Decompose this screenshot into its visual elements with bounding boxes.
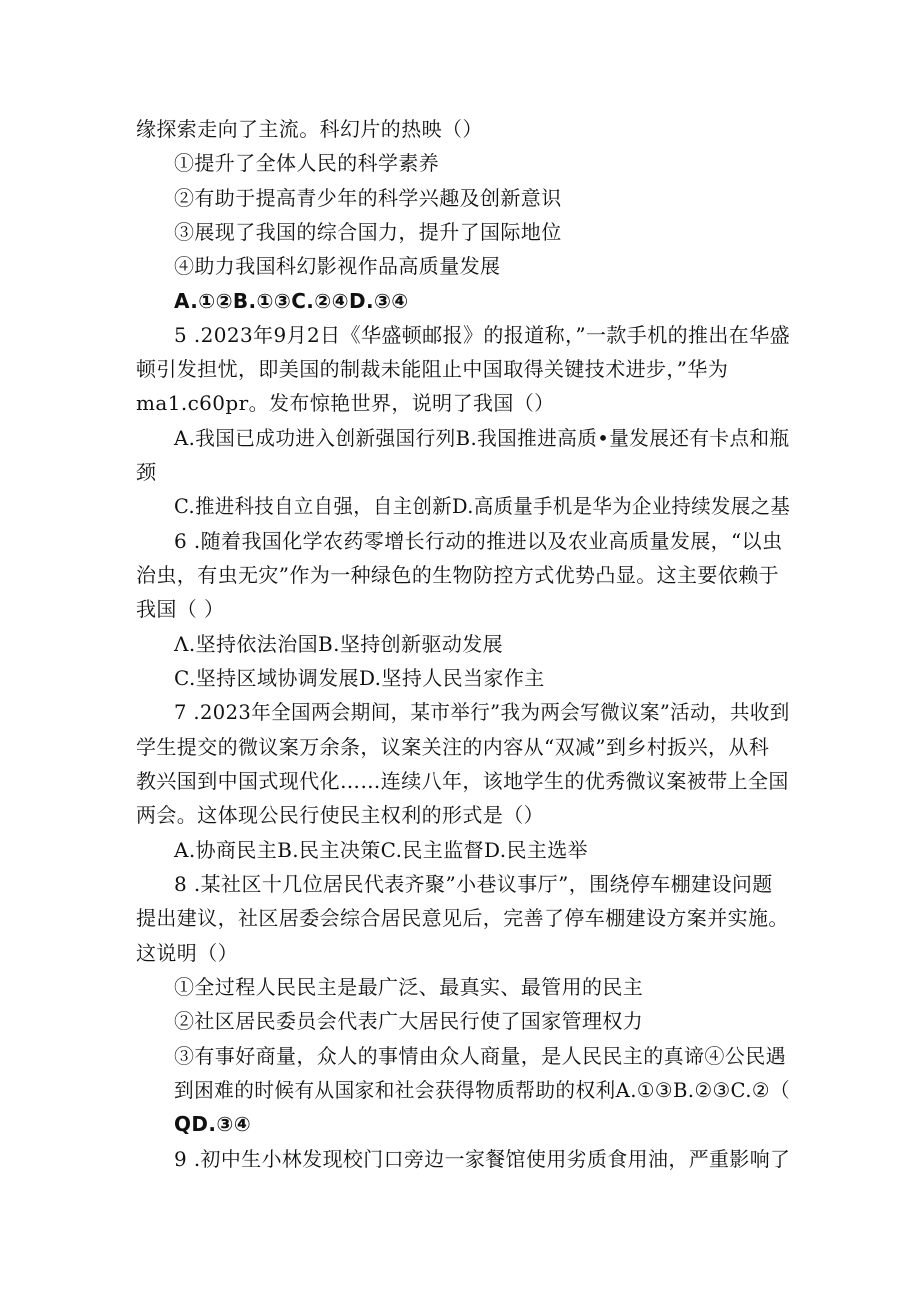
text-line-8: 顿引发担忧，即美国的制裁未能阻止中国取得关键技术进步，”华为 <box>136 357 729 381</box>
text-line-9: ma1.c60pr。发布惊艳世界，说明了我国（） <box>136 391 555 415</box>
text-line-13: 6 .随着我国化学农药零增长行动的推进以及农业高质量发展，“以虫 <box>174 529 783 553</box>
text-line-19: 学生提交的微议案万余条，议案关注的内容从“双减”到乡村扳兴，从科 <box>136 735 770 759</box>
text-line-12: C.推进科技自立自强，自主创新D.高质量手机是华为企业持续发展之基 <box>174 494 791 518</box>
text-line-5: ④助力我国科幻影视作品高质量发展 <box>174 254 501 278</box>
text-line-27: ②社区居民委员会代表广大居民行使了国家管理权力 <box>174 1009 644 1033</box>
text-line-31: 9 .初中生小林发现校门口旁边一家餐馆使用劣质食用油，严重影响了 <box>174 1147 791 1171</box>
text-line-25: 这说明（） <box>136 941 238 965</box>
text-line-4: ③展现了我国的综合国力，提升了国际地位 <box>174 220 562 244</box>
text-line-16: Λ.坚持依法治国B.坚持创新驱动发展 <box>174 632 504 656</box>
text-line-21: 两会。这体现公民行使民主权利的形式是（） <box>136 803 544 827</box>
text-line-23: 8 .某社区十几位居民代表齐聚”小巷议事厅”，围绕停车棚建设问题 <box>174 872 773 896</box>
text-line-30: QD.③④ <box>174 1112 252 1136</box>
text-line-26: ①全过程人民民主是最广泛、最真实、最管用的民主 <box>174 975 644 999</box>
text-line-10: A.我国已成功进入创新强国行列B.我国推进高质•量发展还有卡点和瓶 <box>174 426 790 450</box>
text-line-22: A.协商民主B.民主决策C.民主监督D.民主选举 <box>174 838 589 862</box>
text-line-28: ③有事好商量，众人的事情由众人商量，是人民民主的真谛④公民遇 <box>174 1044 786 1068</box>
text-line-20: 教兴国到中国式现代化……连续八年，该地学生的优秀微议案被带上全国 <box>136 769 789 793</box>
text-line-3: ②有助于提高青少年的科学兴趣及创新意识 <box>174 186 562 210</box>
text-line-15: 我国（ ） <box>136 597 225 621</box>
text-line-1: 缘探索走向了主流。科幻片的热映（） <box>136 117 483 141</box>
text-line-11: 颈 <box>136 460 157 484</box>
text-line-18: 7 .2023年全国两会期间，某市举行”我为两会写微议案”活动，共收到 <box>174 700 790 724</box>
text-line-7: 5 .2023年9月2日《华盛顿邮报》的报道称，”一款手机的推出在华盛 <box>174 323 791 347</box>
text-line-2: ①提升了全体人民的科学素养 <box>174 151 440 175</box>
text-line-24: 提出建议，社区居委会综合居民意见后，完善了停车棚建设方案并实施。 <box>136 906 789 930</box>
text-line-17: C.坚持区域协调发展D.坚持人民当家作主 <box>174 666 545 690</box>
text-line-6: A.①②B.①③C.②④D.③④ <box>174 289 409 313</box>
text-line-14: 治虫，有虫无灾”作为一种绿色的生物防控方式优势凸显。这主要依赖于 <box>136 563 780 587</box>
text-line-29: 到困难的时候有从国家和社会获得物质帮助的权利A.①③B.②③C.②（ <box>174 1078 791 1102</box>
